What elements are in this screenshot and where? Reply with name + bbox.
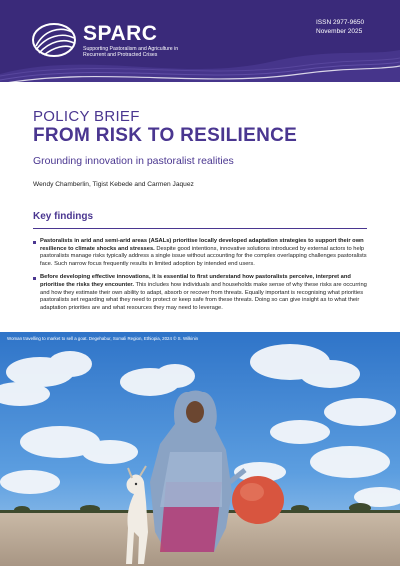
bullet-icon <box>33 241 36 244</box>
page-title: FROM RISK TO RESILIENCE <box>33 125 298 146</box>
key-findings-divider <box>33 228 367 229</box>
photo-caption: Woman travelling to market to sell a goat. Degehabur, Somali Region, Ethiopia, 2024 © S. Wilkinin <box>7 336 199 341</box>
issn-number: ISSN 2977-9650 <box>316 19 365 26</box>
finding-text: This includes how individuals and households make sense of why these risks are occurring and how they estimate their own ability to adapt, absorb or recover from threats. Equally important is recognising what priorities pastoralists set regarding what they need to protect or keep safe from these threats. Doing so can give insight as to what their adaptation priorities are and what resources they may need to leverage. <box>40 281 367 311</box>
authors: Wendy Chamberlin, Tigist Kebede and Carmen Jaquez <box>33 181 194 188</box>
finding-bold: Pastoralists in arid and semi-arid areas (ASALs) prioritise locally developed adaptation strategies to support their own resilience to climate shocks and stresses. <box>40 238 364 252</box>
cover-photo-illustration <box>0 332 400 566</box>
sparc-logo-icon <box>30 20 78 60</box>
publication-date: November 2025 <box>316 28 363 35</box>
brand-name: SPARC <box>83 22 158 45</box>
page-subtitle: Grounding innovation in pastoralist realities <box>33 155 234 167</box>
issn-block <box>316 18 372 36</box>
finding-text: Despite good intentions, innovative solutions introduced by external actors to help pastoralists manage risks typically address a single issue without accounting for the complex overlapping challenges pastoralists face. Such narrow focus frequently results in limited adoption by intended end users. <box>40 245 367 267</box>
bullet-icon <box>33 277 36 280</box>
finding-bold: Before developing effective innovations, it is essential to first understand how pastoralists perceive, interpret and prioritise the risks they encounter. <box>40 274 351 288</box>
cover-photo <box>0 332 400 566</box>
header-banner <box>0 0 400 82</box>
document-type: POLICY BRIEF <box>33 108 140 125</box>
key-findings-list <box>33 238 367 318</box>
finding-item <box>33 274 367 312</box>
brand-subtitle: Supporting Pastoralism and Agriculture in Recurrent and Protracted Crises <box>83 46 179 59</box>
key-findings-heading: Key findings <box>33 211 94 222</box>
finding-item <box>33 238 367 268</box>
